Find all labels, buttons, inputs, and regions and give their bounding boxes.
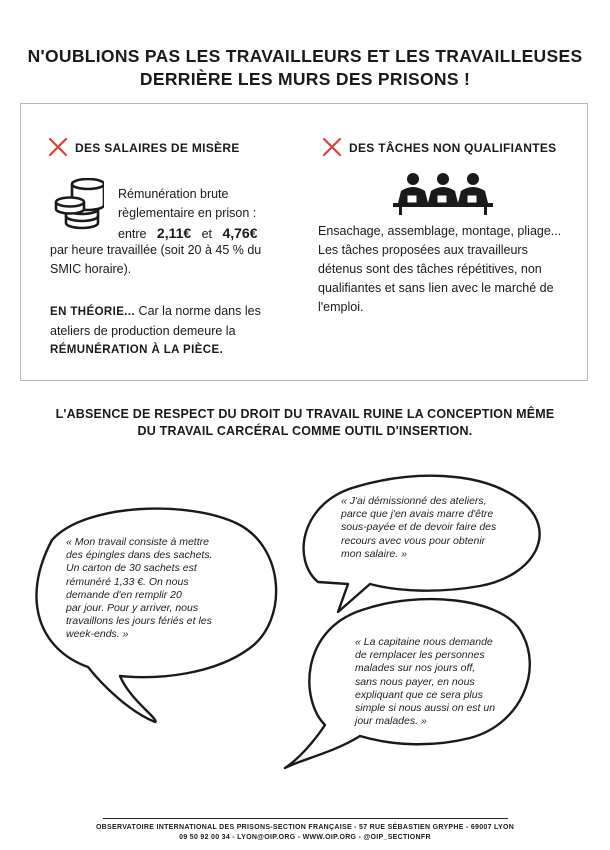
quote-line: rémunéré 1,33 €. On nous bbox=[66, 575, 189, 588]
quote-3 bbox=[355, 636, 495, 728]
quote-line: sous-payée et de devoir faire des bbox=[341, 521, 497, 534]
tasks-line: détenus sont des tâches répétitives, non bbox=[318, 262, 542, 276]
tasks-line: Ensachage, assemblage, montage, pliage... bbox=[318, 224, 562, 238]
quote-line: jour malades. » bbox=[355, 715, 427, 728]
tasks-line: qualifiantes et sans lien avec le marché de bbox=[318, 281, 554, 295]
footer-contact: 09 50 92 00 34 - LYON@OIP.ORG - WWW.OIP.ORG - @OIP_SECTIONFR bbox=[179, 834, 431, 841]
wage-line-5: SMIC horaire). bbox=[50, 262, 132, 276]
quote-line: expliquant que ce sera plus bbox=[355, 688, 483, 701]
wage-and: et bbox=[201, 227, 213, 241]
wage-line-4: par heure travaillée (soit 20 à 45 % du bbox=[50, 243, 262, 257]
salaries-heading: DES SALAIRES DE MISÈRE bbox=[75, 141, 240, 155]
tasks-line: Les tâches proposées aux travailleurs bbox=[318, 243, 528, 257]
quote-line: « La capitaine nous demande bbox=[355, 636, 493, 648]
quote-line: mon salaire. » bbox=[341, 547, 407, 560]
quote-line: travaillons les jours fériés et les bbox=[66, 615, 212, 628]
quote-line: malades sur nos jours off, bbox=[355, 662, 476, 675]
tasks-heading: DES TÂCHES NON QUALIFIANTES bbox=[349, 141, 557, 155]
quote-line: « J'ai démissionné des ateliers, bbox=[341, 495, 487, 507]
quote-line: parce que j'en avais marre d'être bbox=[341, 508, 494, 521]
wage-line-1: Rémunération brute bbox=[118, 187, 229, 201]
quote-line: sans nous payer, en nous bbox=[355, 675, 475, 688]
footer-address: OBSERVATOIRE INTERNATIONAL DES PRISONS-SECTION FRANÇAISE - 57 RUE SÉBASTIEN GRYPHE - 69007 LYON bbox=[95, 824, 515, 831]
max-wage: 4,76€ bbox=[222, 225, 258, 241]
page-title-line-2: DERRIÈRE LES MURS DES PRISONS ! bbox=[139, 69, 471, 89]
page-title-line-1: N'OUBLIONS PAS LES TRAVAILLEURS ET LES TRAVAILLEUSES bbox=[27, 46, 583, 66]
quote-line: des épingles dans des sachets. bbox=[66, 549, 213, 562]
quote-line: Un carton de 30 sachets est bbox=[66, 562, 197, 575]
quote-line: « Mon travail consiste à mettre bbox=[66, 536, 209, 548]
quote-line: week-ends. » bbox=[66, 628, 129, 641]
footer-divider bbox=[103, 818, 508, 819]
quote-2 bbox=[66, 536, 213, 642]
theory-line-2: ateliers de production demeure la bbox=[50, 324, 236, 338]
tasks-line: l'emploi. bbox=[318, 300, 364, 314]
subtitle-line-1: L'ABSENCE DE RESPECT DU DROIT DU TRAVAIL RUINE LA CONCEPTION MÊME bbox=[55, 407, 555, 421]
quote-line: recours avec vous pour obtenir bbox=[341, 534, 486, 547]
subtitle-line-2: DU TRAVAIL CARCÉRAL COMME OUTIL D'INSERTION. bbox=[137, 424, 473, 438]
quote-line: par jour. Pour y arriver, nous bbox=[66, 602, 199, 615]
theory-text-1: Car la norme dans les bbox=[135, 304, 261, 318]
footer bbox=[0, 823, 610, 843]
quote-line: de remplacer les personnes bbox=[355, 649, 485, 662]
quote-line: demande d'en remplir 20 bbox=[66, 588, 182, 601]
quote-1 bbox=[341, 495, 496, 561]
wage-line-2: règlementaire en prison : bbox=[118, 206, 257, 220]
wage-between: entre bbox=[118, 227, 147, 241]
theory-emphasis: RÉMUNÉRATION À LA PIÈCE. bbox=[50, 344, 224, 356]
min-wage: 2,11€ bbox=[156, 225, 192, 241]
quote-line: simple si nous aussi on est un bbox=[355, 702, 496, 715]
theory-label: EN THÉORIE... bbox=[50, 306, 136, 318]
